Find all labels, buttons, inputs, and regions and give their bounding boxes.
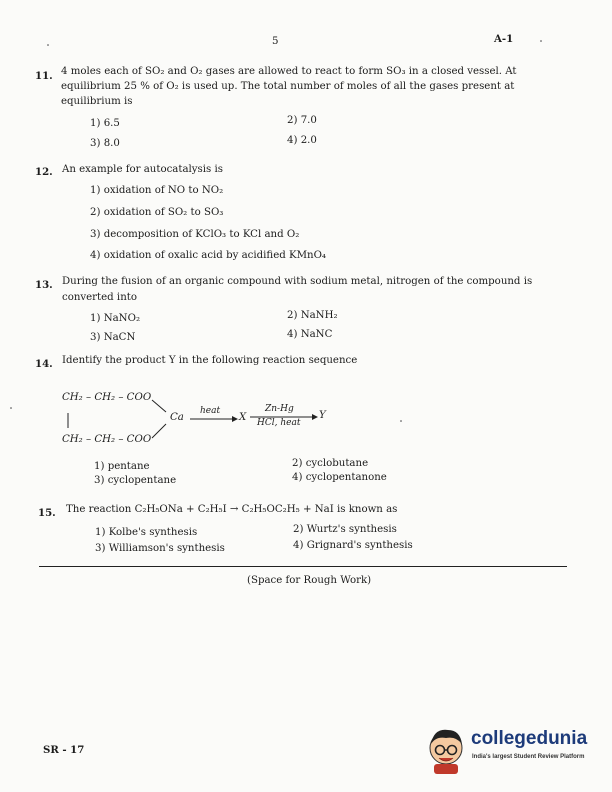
- q14-option-4: 4) cyclopentanone: [292, 472, 387, 483]
- q15-option-2: 2) Wurtz's synthesis: [293, 524, 397, 535]
- q12-option-2: 2) oxidation of SO₂ to SO₃: [90, 207, 224, 218]
- q13-number: 13.: [35, 279, 53, 291]
- reaction-zn-hg-label: Zn-Hg: [265, 404, 294, 414]
- q11-line-3: equilibrium is: [61, 96, 133, 107]
- q13-option-1: 1) NaNO₂: [90, 313, 141, 324]
- q14-option-1: 1) pentane: [94, 461, 150, 472]
- q14-option-3: 3) cyclopentane: [94, 475, 177, 486]
- reaction-hcl-heat-label: HCl, heat: [257, 418, 301, 428]
- q11-line-1: 4 moles each of SO₂ and O₂ gases are allowed to react to form SO₃ in a closed vessel. At: [61, 66, 517, 77]
- scan-speck: [540, 40, 542, 42]
- reaction-product-y: Y: [319, 410, 326, 421]
- q11-number: 11.: [35, 70, 53, 82]
- reaction-bottom-chain: CH₂ – CH₂ – COO: [62, 434, 152, 445]
- q15-number: 15.: [38, 507, 56, 519]
- q15-line-1: The reaction C₂H₅ONa + C₂H₅I → C₂H₅OC₂H₅ + NaI is known as: [66, 504, 398, 515]
- q14-option-2: 2) cyclobutane: [292, 458, 369, 469]
- q11-option-4: 4) 2.0: [287, 135, 317, 146]
- q13-option-4: 4) NaNC: [287, 329, 333, 340]
- collegedunia-logo: [426, 722, 604, 778]
- mascot-icon: [426, 726, 468, 776]
- scan-speck: [10, 407, 12, 409]
- zn-hg-arrow-head: [312, 414, 318, 420]
- q11-option-3: 3) 8.0: [90, 138, 120, 149]
- logo-wordmark: collegedunia: [471, 728, 588, 749]
- q13-line-1: During the fusion of an organic compound with sodium metal, nitrogen of the compound is: [62, 276, 533, 287]
- q12-option-1: 1) oxidation of NO to NO₂: [90, 185, 224, 196]
- paper-code: A-1: [494, 33, 514, 45]
- q13-option-2: 2) NaNH₂: [287, 310, 338, 321]
- footer-code: SR - 17: [43, 744, 85, 756]
- reaction-heat-label: heat: [200, 406, 221, 416]
- reaction-calcium: Ca: [170, 412, 184, 423]
- logo-tagline: India's largest Student Review Platform: [472, 754, 585, 760]
- q11-option-1: 1) 6.5: [90, 118, 120, 129]
- q14-line-1: Identify the product Y in the following reaction sequence: [62, 355, 358, 366]
- scan-speck: [400, 420, 402, 422]
- q12-option-3: 3) decomposition of KClO₃ to KCl and O₂: [90, 229, 300, 240]
- q13-option-3: 3) NaCN: [90, 332, 136, 343]
- q11-line-2: equilibrium 25 % of O₂ is used up. The total number of moles of all the gases present at: [61, 81, 515, 92]
- q13-line-2: converted into: [62, 292, 137, 303]
- q12-option-4: 4) oxidation of oxalic acid by acidified KMnO₄: [90, 250, 327, 261]
- q15-option-1: 1) Kolbe's synthesis: [95, 527, 198, 538]
- q11-option-2: 2) 7.0: [287, 115, 317, 126]
- lower-bond-to-ca: [152, 424, 166, 438]
- rough-work-label: (Space for Rough Work): [247, 575, 372, 586]
- page-number: 5: [272, 36, 279, 47]
- scan-speck: [47, 44, 49, 46]
- q15-option-3: 3) Williamson's synthesis: [95, 543, 225, 554]
- q14-number: 14.: [35, 358, 53, 370]
- q12-number: 12.: [35, 166, 53, 178]
- q12-line-1: An example for autocatalysis is: [62, 164, 223, 175]
- heat-arrow-head: [232, 416, 238, 422]
- upper-bond-to-ca: [152, 400, 166, 412]
- reaction-intermediate-x: X: [239, 412, 247, 423]
- reaction-top-chain: CH₂ – CH₂ – COO: [62, 392, 152, 403]
- q15-option-4: 4) Grignard's synthesis: [293, 540, 413, 551]
- divider-line: [39, 566, 567, 567]
